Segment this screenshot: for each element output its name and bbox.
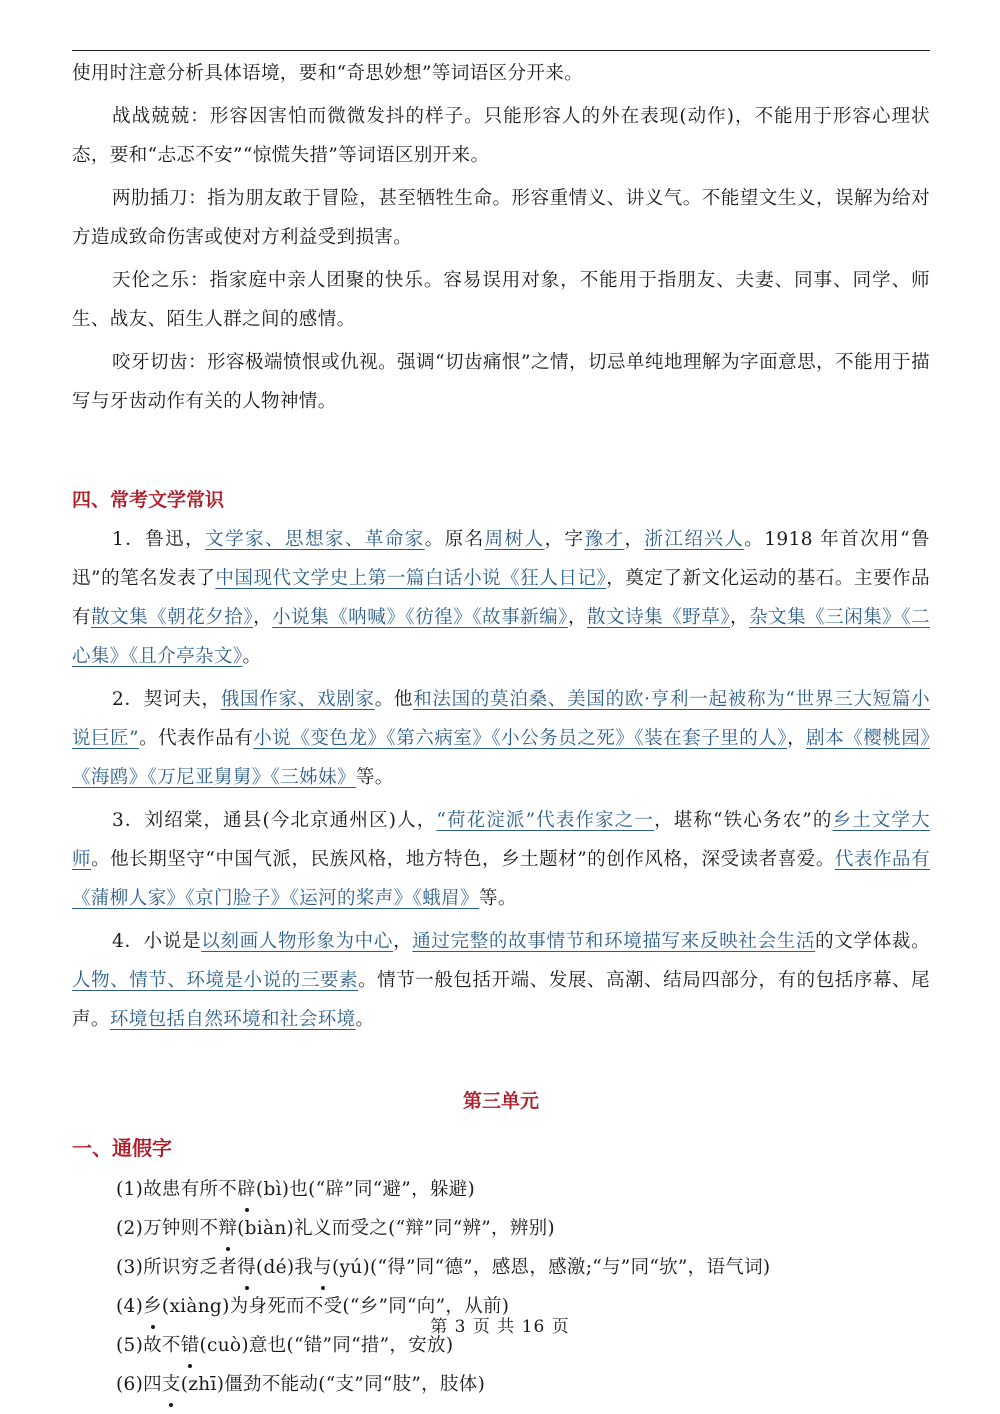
text-run: (3)所识穷乏者 (116, 1257, 238, 1278)
marked-character: 辩 (218, 1209, 237, 1248)
tongjiazi-item (72, 1209, 930, 1248)
text-run: 2．契诃夫， (112, 689, 221, 710)
tongjiazi-item (72, 1365, 930, 1404)
highlighted-text: 俄国作家、戏剧家 (220, 689, 375, 710)
literature-entry (72, 680, 930, 797)
marked-character: 乡 (143, 1287, 162, 1326)
highlighted-text: “荷花淀派”代表作家之一 (436, 810, 655, 831)
text-run: 。他长期坚守“中国气派，民族风格，地方特色，乡土题材”的创作风格，深受读者喜爱。 (91, 849, 835, 870)
highlighted-text: 人物、情节、环境是小说的三要素 (72, 970, 359, 991)
text-run: 。1918 年首次用“鲁迅”的笔名发表了 (72, 529, 930, 589)
text-run: (zhī)僵劲不能动(“支”同“肢”，肢体) (180, 1374, 486, 1395)
text-run: (5)故不 (116, 1335, 181, 1356)
text-run: (6)四 (116, 1374, 162, 1395)
text-run: ， (567, 607, 587, 628)
idiom-term: 两肋插刀 (112, 188, 189, 209)
idiom-entry (72, 343, 930, 421)
literature-notes (72, 520, 930, 1039)
text-run: 。他 (374, 689, 414, 710)
page-content (72, 54, 930, 1404)
text-run: ， (393, 931, 413, 952)
marked-character: 错 (181, 1326, 200, 1365)
text-run: (biàn)礼义而受之(“辩”同“辨”，辨别) (237, 1218, 555, 1239)
text-run: (dé)我 (255, 1257, 314, 1278)
text-run: 。情节一般包括开端、发展、高潮、结局四部分，有的包括序幕、尾声。 (72, 970, 930, 1030)
text-run: 。代表作品有 (138, 728, 254, 749)
text-run: 3．刘绍棠，通县(今北京通州区)人， (112, 810, 437, 831)
marked-character: 与 (313, 1248, 332, 1287)
page-footer: 第 3 页 共 16 页 (430, 1317, 570, 1337)
text-run: 。 (355, 1009, 375, 1030)
idiom-entry (72, 97, 930, 175)
text-run: (4) (116, 1296, 144, 1317)
literature-entry (72, 520, 930, 676)
marked-character: 得 (237, 1248, 256, 1287)
highlighted-text: 乡土文学大师 (72, 810, 930, 870)
text-run: (bì)也(“辟”同“避”，躲避) (255, 1179, 475, 1200)
highlighted-text: 代表作品有《蒲柳人家》《京门脸子》《运河的桨声》《蛾眉》 (72, 849, 930, 909)
highlighted-text: 周树人 (484, 529, 545, 550)
highlighted-text: 散文诗集《野草》 (587, 607, 731, 628)
text-run: (2)万钟则不 (116, 1218, 219, 1239)
highlighted-text: 和法国的莫泊桑、美国的欧·亨利一起被称为“世界三大短篇小说巨匠” (72, 689, 930, 749)
highlighted-text: 文学家、思想家、革命家 (205, 529, 425, 550)
highlighted-text: 小说集《呐喊》《彷徨》《故事新编》 (272, 607, 568, 628)
idiom-entry (72, 179, 930, 257)
highlighted-text: 中国现代文学史上第一篇白话小说《狂人日记》 (215, 568, 607, 589)
highlighted-text: 环境包括自然环境和社会环境 (109, 1009, 356, 1030)
highlighted-text: 豫才 (584, 529, 625, 550)
text-run: ，字 (544, 529, 585, 550)
text-run: 等。 (478, 888, 517, 909)
highlighted-text: 浙江绍兴人 (644, 529, 745, 550)
literature-entry (72, 801, 930, 918)
text-run: ， (624, 529, 645, 550)
text-run: (cuò)意也(“错”同“措”，安放) (199, 1335, 454, 1356)
text-run: 4．小说是 (112, 931, 202, 952)
unit-title: 第三单元 (462, 1090, 539, 1112)
text-run: 。 (242, 646, 262, 667)
text-run: 。原名 (424, 529, 485, 550)
text-run: ：形容因害怕而微微发抖的样子。只能形容人的外在表现(动作)，不能用于形容心理状态，要和“忐忑不安”“惊慌失措”等词语区别开来。 (72, 106, 930, 166)
text-run: 使用时注意分析具体语境，要和“奇思妙想”等词语区分开来。 (72, 63, 584, 84)
text-run: (yú)(“得”同“德”，感恩，感激;“与”同“欤”，语气词) (331, 1257, 771, 1278)
idiom-entry (72, 261, 930, 339)
tongjiazi-item (72, 1170, 930, 1209)
marked-character: 支 (162, 1365, 181, 1404)
text-run: ：指家庭中亲人团聚的快乐。容易误用对象，不能用于指朋友、夫妻、同事、同学、师生、战友、陌生人群之间的感情。 (72, 270, 930, 330)
text-run: ， (253, 607, 273, 628)
idiom-entry (72, 54, 930, 93)
text-run: 的文学体裁。 (815, 931, 930, 952)
literature-entry (72, 922, 930, 1039)
highlighted-text: 散文集《朝花夕拾》 (91, 607, 254, 628)
idiom-term: 战战兢兢 (112, 106, 191, 127)
text-run: 1．鲁迅， (112, 529, 206, 550)
idiom-notes (72, 54, 930, 421)
idiom-term: 天伦之乐 (112, 270, 190, 291)
text-run: ， (787, 728, 807, 749)
text-run: ：指为朋友敢于冒险，甚至牺牲生命。形容重情义、讲义气。不能望文生义，误解为给对方造成致命伤害或使对方利益受到损害。 (72, 188, 930, 248)
highlighted-text: 剧本《樱桃园》《海鸥》《万尼亚舅舅》《三姊妹》 (72, 728, 930, 788)
top-rule (72, 50, 930, 51)
highlighted-text: 小说《变色龙》《第六病室》《小公务员之死》《装在套子里的人》 (253, 728, 788, 749)
idiom-term: 咬牙切齿 (112, 352, 189, 373)
text-run: ，堪称“铁心务农”的 (654, 810, 833, 831)
section-heading-tongjiazi: 一、通假字 (72, 1136, 172, 1160)
highlighted-text: 以刻画人物形象为中心 (201, 931, 394, 952)
highlighted-text: 通过完整的故事情节和环境描写来反映社会生活 (412, 931, 816, 952)
text-run: ：形容极端愤恨或仇视。强调“切齿痛恨”之情，切忌单纯地理解为字面意思，不能用于描写与牙齿动作有关的人物神情。 (72, 352, 931, 412)
highlighted-text: 杂文集《三闲集》《二心集》《且介亭杂文》 (72, 607, 931, 667)
text-run: 等。 (355, 767, 394, 788)
text-run: ，奠定了新文化运动的基石。主要作品有 (72, 568, 930, 628)
text-run: ， (730, 607, 750, 628)
tongjiazi-list (72, 1170, 930, 1404)
text-run: (1)故患有所不 (116, 1179, 238, 1200)
tongjiazi-item (72, 1248, 930, 1287)
marked-character: 辟 (237, 1170, 256, 1209)
section-heading-literature: 四、常考文学常识 (72, 489, 225, 511)
text-run: (xiàng)为身死而不受(“乡”同“向”，从前) (161, 1296, 510, 1317)
